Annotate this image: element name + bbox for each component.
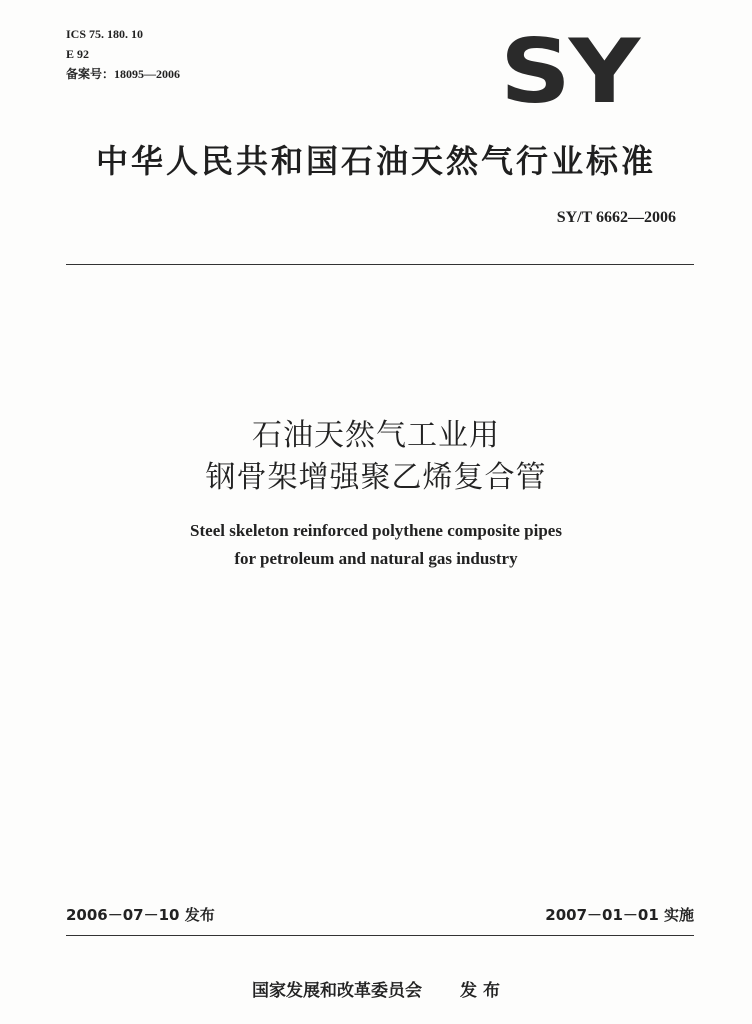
sy-logo: SY [500, 20, 638, 123]
implementation-date: 2007－01－01 实施 [545, 906, 694, 924]
record-number: 备案号：18095—2006 [66, 67, 181, 81]
bottom-divider [66, 935, 694, 936]
category-code: E 92 [66, 47, 90, 61]
classification-block [66, 24, 180, 84]
top-divider [66, 264, 694, 265]
release-date: 2006－07－10 发布 [66, 906, 215, 924]
standard-code: SY/T 6662—2006 [556, 209, 676, 226]
chinese-title-line-2: 钢骨架增强聚乙烯复合管 [205, 460, 547, 495]
english-title-line-2: for petroleum and natural gas industry [234, 549, 518, 568]
chinese-title-line-1: 石油天然气工业用 [252, 418, 500, 453]
ics-code: ICS 75. 180. 10 [66, 27, 144, 41]
issuer-line [0, 976, 752, 1001]
issuer-name: 国家发展和改革委员会 [252, 981, 423, 1001]
issuer-action: 发 布 [460, 981, 500, 1001]
english-title-line-1: Steel skeleton reinforced polythene composite pipes [190, 521, 562, 540]
industry-standard-title: 中华人民共和国石油天然气行业标准 [95, 142, 656, 180]
